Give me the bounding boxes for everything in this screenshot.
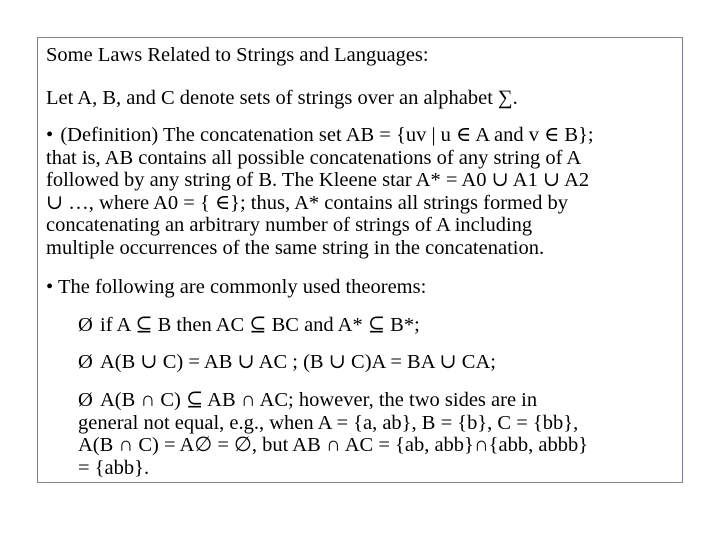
slide-title: Some Laws Related to Strings and Languages: [46, 44, 429, 66]
theorem-3-line-4: = {abb}. [78, 456, 150, 479]
bullet-icon: • [46, 124, 54, 146]
theorem-2: Ø A(B ∪ C) = AB ∪ AC ; (B ∪ C)A = BA ∪ CA; [78, 351, 496, 373]
theorem-1: Ø if A ⊆ B then AC ⊆ BC and A* ⊆ B*; [78, 314, 420, 336]
theorem-3-line-3: A(B ∩ C) = A∅ = ∅, but AB ∩ AC = {ab, abb}∩{abb, abbb} [78, 434, 589, 456]
intro-text: Let A, B, and C denote sets of strings over an alphabet ∑. [46, 87, 518, 109]
definition-line-4: ∪ …, where A0 = { ∈}; thus, A* contains all strings formed by [46, 191, 568, 214]
definition-line-1: • (Definition) The concatenation set AB = {uv | u ∈ A and v ∈ B}; [46, 124, 594, 146]
arrow-bullet-icon: Ø [78, 314, 93, 336]
theorem-3-line-2: general not equal, e.g., when A = {a, ab}, B = {b}, C = {bb}, [78, 411, 579, 434]
definition-line-6: multiple occurrences of the same string in the concatenation. [46, 236, 545, 259]
slide-frame [37, 37, 683, 483]
theorems-heading: • The following are commonly used theorems: [46, 276, 427, 298]
arrow-bullet-icon: Ø [78, 389, 93, 411]
theorem-3: Ø A(B ∩ C) ⊆ AB ∩ AC; however, the two sides are in general not equal, e.g., when A = {a, ab}, B = {b}, C = {bb}, A(B ∩ C) = A∅ = ∅, but AB ∩ AC = {ab, abb}∩{abb, abbb} = {abb}. [78, 389, 676, 479]
arrow-bullet-icon: Ø [78, 351, 93, 373]
definition-line-5: concatenating an arbitrary number of strings of A including [46, 214, 533, 236]
definition-line-3: followed by any string of B. The Kleene star A* = A0 ∪ A1 ∪ A2 [46, 169, 590, 191]
bullet-icon: • [46, 276, 54, 298]
definition-line-2: that is, AB contains all possible concatenations of any string of A [46, 146, 582, 169]
definition-paragraph [46, 124, 676, 259]
